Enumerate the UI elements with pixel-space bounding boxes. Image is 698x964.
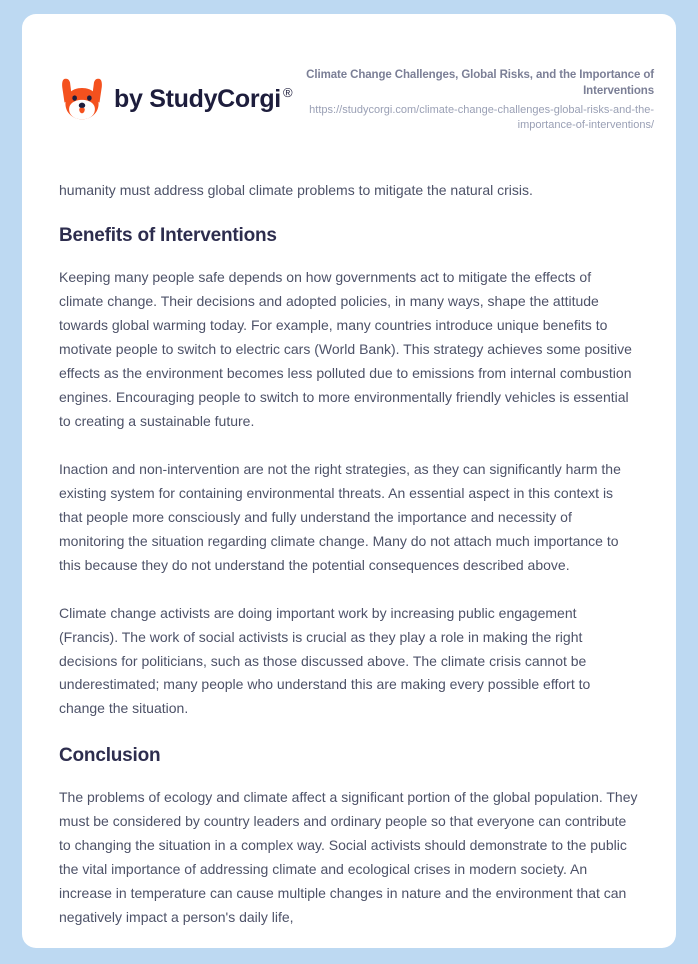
- paragraph: Climate change activists are doing important work by increasing public engagement (Francis). The work of social activists is crucial as they play a role in making the right decisions for politicians, such as those discussed above. The climate crisis cannot be underestimated; many people who understand this are making every possible effort to change the situation.: [59, 604, 591, 717]
- brand-name-text: by StudyCorgi: [114, 84, 281, 113]
- brand-name: [114, 85, 292, 114]
- corgi-head-icon: [59, 76, 105, 122]
- header-meta: [292, 60, 654, 133]
- paragraph: Keeping many people safe depends on how governments act to mitigate the effects of climate change. Their decisions and adopted policies, in many ways, shape the attitude towards global warming today. For example, many countries introduce unique benefits to motivate people to switch to electric cars (World Bank). This strategy achieves some positive effects as the environment becomes less polluted due to emissions from internal combustion engines. Encouraging people to switch to more environmentally friendly vehicles is essential to creating a sustainable future.: [59, 269, 632, 430]
- paragraph: Inaction and non-intervention are not the right strategies, as they can significantly harm the existing system for containing environmental threats. An essential aspect in this context is that people more consciously and fully understand the importance and necessity of monitoring the situation regarding climate change. Many do not attach much importance to this because they do not understand the potential consequences described above.: [59, 460, 621, 573]
- document-title: Climate Change Challenges, Global Risks, and the Importance of Interventions: [306, 69, 654, 97]
- document-url[interactable]: https://studycorgi.com/climate-change-challenges-global-risks-and-the-importance-of-interventions/: [309, 104, 654, 131]
- section-heading-conclusion: Conclusion: [59, 745, 161, 767]
- document-body: [22, 179, 676, 930]
- document-page: [22, 14, 676, 948]
- registered-trademark-icon: ®: [282, 85, 293, 101]
- continued-paragraph: humanity must address global climate problems to mitigate the natural crisis.: [59, 181, 533, 198]
- document-header: [22, 14, 676, 133]
- section-heading-benefits: Benefits of Interventions: [59, 225, 277, 247]
- studycorgi-logo[interactable]: [59, 60, 292, 122]
- paragraph: The problems of ecology and climate affect a significant portion of the global population. They must be considered by country leaders and ordinary people so that everyone can contribute to changing the situation in a complex way. Social activists should demonstrate to the public the vital importance of addressing climate and ecological crises in modern society. An increase in temperature can cause multiple changes in nature and the environment that can negatively impact a person's daily life,: [59, 789, 638, 926]
